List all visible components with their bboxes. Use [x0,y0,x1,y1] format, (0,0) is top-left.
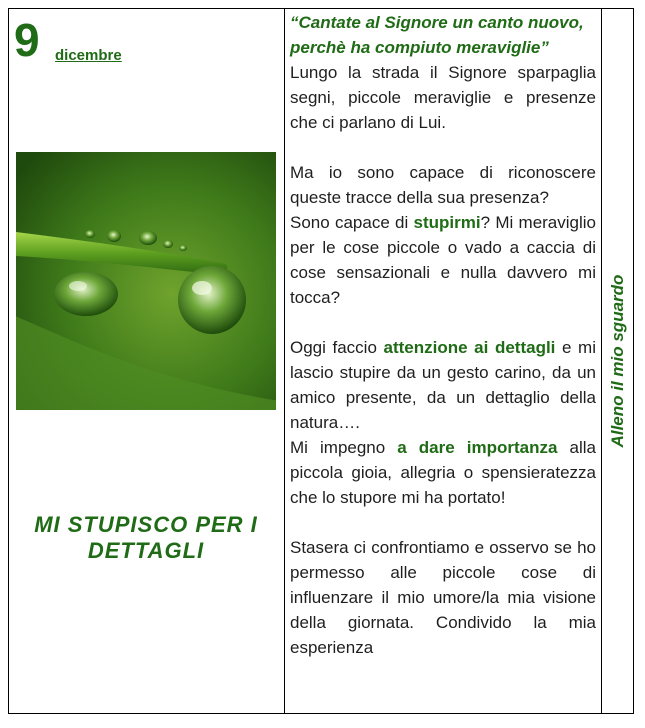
paragraph-attention: Oggi faccio attenzione ai dettagli e mi lascio stupire da un gesto carino, da un amico presente, da un dettaglio della natura…. [290,338,596,432]
psalm-quote: “Cantate al Signore un canto nuovo, perchè ha compiuto meraviglie” [290,13,584,57]
theme-title: MI STUPISCO PER I DETTAGLI [34,512,258,563]
paragraph-intro: Lungo la strada il Signore sparpaglia segni, piccole meraviglie e presenze che ci parlano di Lui. [290,63,596,132]
month-label: dicembre [55,47,122,64]
keyword-attenzione: attenzione ai dettagli [383,338,556,357]
paragraph-commitment: Mi impegno a dare importanza alla piccola gioia, allegria o spensieratezza che lo stupore mi ha portato! [290,438,596,507]
keyword-importanza: a dare importanza [397,438,558,457]
keyword-stupirmi: stupirmi [413,213,481,232]
paragraph-evening: Stasera ci confrontiamo e osservo se ho permesso alle piccole cose di influenzare il mio umore/la mia visione della giornata. Condivido la mia esperienza [290,538,596,657]
column-divider [284,8,285,714]
dewdrops-illustration [16,152,276,410]
side-label: Alleno il mio sguardo [607,274,627,448]
dewdrops-photo [16,152,276,410]
day-number: 9 [14,14,40,66]
side-column [601,8,634,714]
paragraph-question: Ma io sono capace di riconoscere queste tracce della sua presenza? [290,163,596,207]
reflection-text [290,10,596,660]
paragraph-wonder: Sono capace di stupirmi? Mi meraviglio per le cose piccole o vado a caccia di cose sensazionali e nulla davvero mi tocca? [290,213,597,307]
